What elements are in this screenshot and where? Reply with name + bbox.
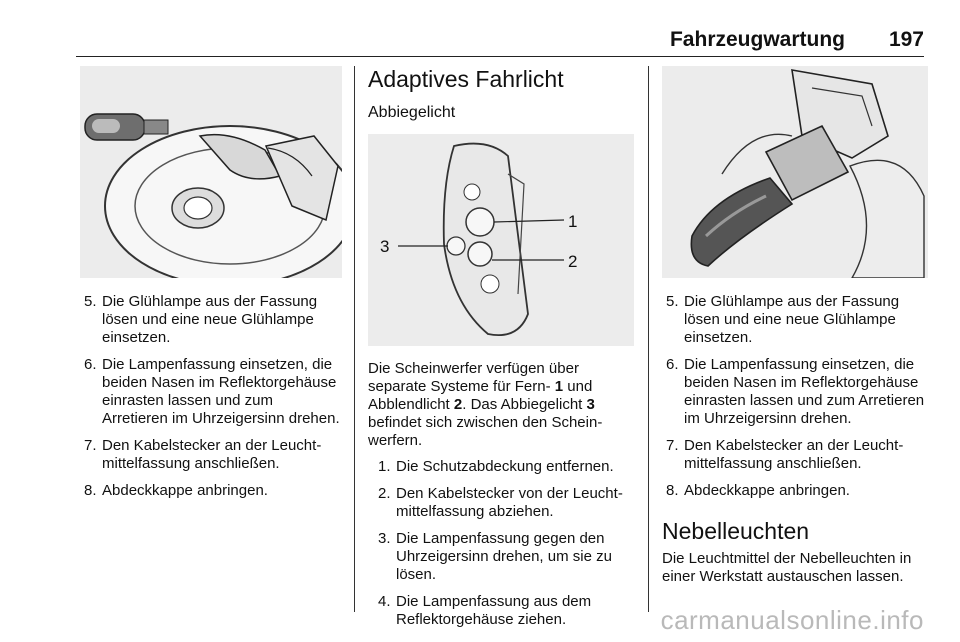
replacement-steps-continued — [80, 293, 342, 500]
list-item: 6. Die Lampenfassung einsetzen, die beiden Nasen im Reflektorgehäuse einrasten lassen und zum Arretieren im Uhrzeigersinn drehen. — [84, 356, 340, 427]
right-column — [662, 66, 928, 586]
list-item: 5. Die Glühlampe aus der Fassung lösen und eine neue Glühlampe einsetzen. — [666, 293, 900, 346]
column-divider — [354, 66, 355, 612]
list-item: 7. Den Kabelstecker an der Leuchtmittelfassung anschließen. — [666, 437, 904, 472]
page-header — [0, 0, 960, 54]
middle-column — [368, 66, 634, 638]
halogen-bulb-illustration — [662, 66, 928, 278]
page-number: 197 — [888, 28, 924, 51]
header-rule — [76, 56, 924, 57]
list-item: 3. Die Lampenfassung gegen den Uhrzeigersinn drehen, um sie zu lösen. — [378, 530, 612, 583]
cornering-light-steps — [374, 458, 634, 629]
list-item: 2. Den Kabelstecker von der Leuchtmittelfassung abziehen. — [378, 485, 623, 520]
left-column — [80, 66, 342, 509]
list-item: 8. Abdeckkappe anbringen. — [666, 482, 850, 499]
list-item: 6. Die Lampenfassung einsetzen, die beiden Nasen im Reflektorgehäuse einrasten lassen und zum Arretieren im Uhrzeigersinn drehen. — [666, 356, 925, 427]
figure-label-1: 1 — [568, 212, 578, 231]
subsection-title: Abbiegelicht — [368, 104, 456, 121]
section-title: Adaptives Fahrlicht — [368, 66, 564, 92]
watermark: carmanualsonline.info — [660, 605, 924, 635]
headlamp-illustration — [368, 134, 634, 346]
fog-lights-paragraph: Die Leuchtmittel der Nebelleuchten in einer Werkstatt austauschen lassen. — [662, 550, 912, 585]
intro-paragraph: Die Scheinwerfer verfügen über separate Systeme für Fern- 1 und Abblendlicht 2. Das Abbiegelicht 3 befindet sich zwischen den Scheinwerfern. — [368, 360, 603, 449]
list-item: 7. Den Kabelstecker an der Leuchtmittelfassung anschließen. — [84, 437, 322, 472]
list-item: 8. Abdeckkappe anbringen. — [84, 482, 268, 499]
header-title: Fahrzeugwartung — [669, 28, 845, 51]
list-item: 5. Die Glühlampe aus der Fassung lösen und eine neue Glühlampe einsetzen. — [84, 293, 318, 346]
bulb-socket-illustration — [80, 66, 342, 278]
fog-light-replacement-steps — [662, 293, 928, 500]
column-divider — [648, 66, 649, 612]
fog-lights-title: Nebelleuchten — [662, 518, 810, 544]
figure-label-2: 2 — [568, 252, 578, 271]
list-item: 4. Die Lampenfassung aus dem Reflektorgehäuse ziehen. — [378, 593, 592, 628]
list-item: 1. Die Schutzabdeckung entfernen. — [378, 458, 614, 475]
figure-label-3: 3 — [380, 237, 390, 256]
